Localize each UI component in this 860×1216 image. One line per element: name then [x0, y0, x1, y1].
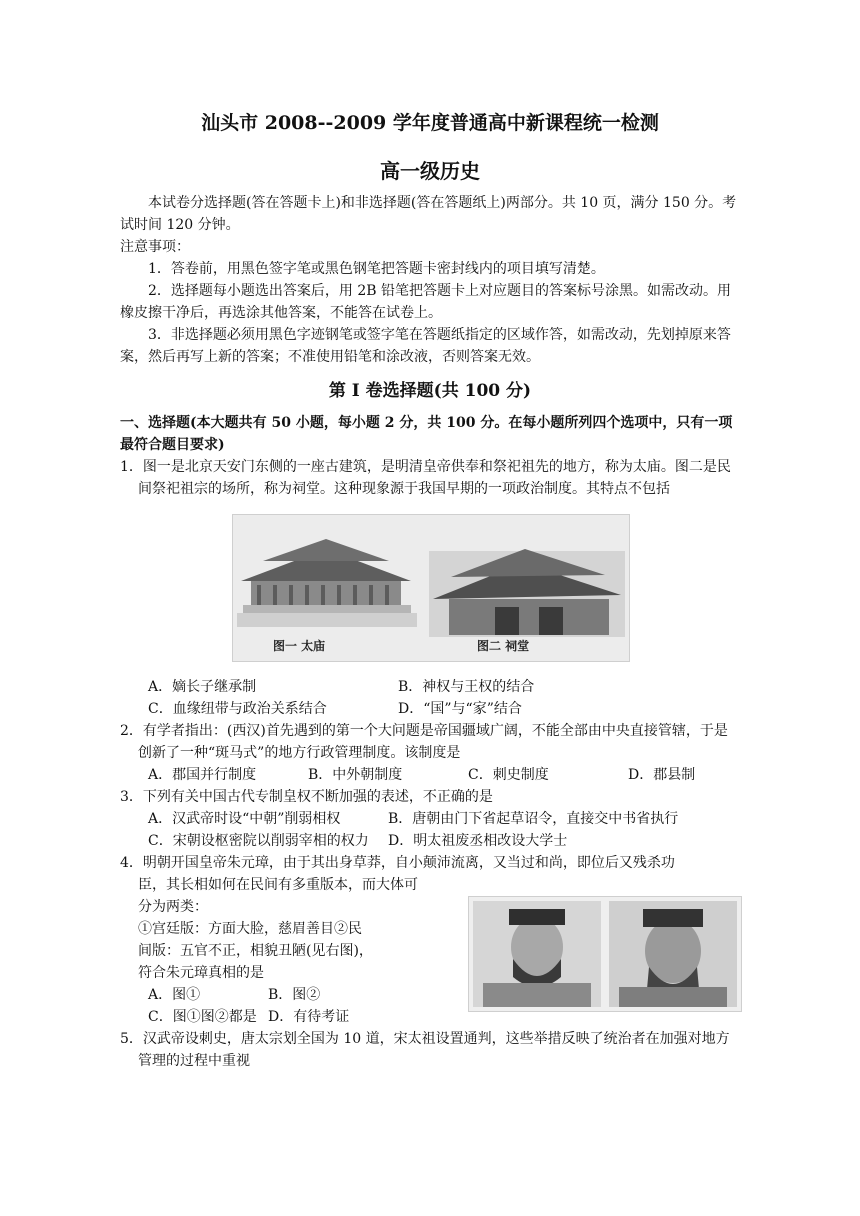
exam-page — [120, 108, 740, 1072]
option-b: B．中外朝制度 — [308, 767, 403, 783]
question-4-line-3: 分为两类： — [138, 899, 208, 915]
note-item-2: 2．选择题每小题选出答案后，用 2B 铅笔把答题卡上对应题目的答案标号涂黑。如需改动。用橡皮擦干净后，再选涂其他答案，不能答在试卷上。 — [120, 283, 732, 321]
question-5: 5．汉武帝设刺史，唐太宗划全国为 10 道，宋太祖设置通判，这些举措反映了统治者在加强对地方管理的过程中重视 — [120, 1031, 730, 1069]
question-2: 2．有学者指出：(西汉)首先遇到的第一个大问题是帝国疆域广阔，不能全部由中央直接管辖，于是创新了一种“斑马式”的地方行政管理制度。该制度是 — [120, 723, 728, 761]
option-c: C．图①图②都是 — [148, 1009, 257, 1025]
option-d: D．郡县制 — [628, 767, 696, 783]
option-d: D．“国”与“家”结合 — [398, 701, 522, 717]
question-4-line-5: 间版：五官不正，相貌丑陋(见右图)， — [138, 943, 373, 959]
option-b: B．唐朝由门下省起草诏令，直接交中书省执行 — [388, 811, 679, 827]
question-4-line-1: 4．明朝开国皇帝朱元璋，由于其出身草莽，自小颠沛流离，又当过和尚，即位后又残杀功 — [120, 855, 675, 871]
option-a: A．图① — [148, 987, 201, 1003]
question-4-line-6: 符合朱元璋真相的是 — [138, 965, 264, 981]
section-heading: 第 I 卷选择题(共 100 分) — [328, 381, 532, 401]
intro-paragraph: 本试卷分选择题(答在答题卡上)和非选择题(答在答题纸上)两部分。共 10 页，满分 150 分。考试时间 120 分钟。 — [120, 195, 737, 233]
question-1-options-row-1 — [120, 676, 740, 698]
notes-heading: 注意事项： — [120, 239, 190, 255]
option-a: A．汉武帝时设“中朝”削弱相权 — [148, 811, 341, 827]
page-title: 汕头市 2008--2009 学年度普通高中新课程统一检测 — [201, 112, 659, 134]
option-d: D．有待考证 — [268, 1009, 350, 1025]
note-item-1: 1．答卷前，用黑色签字笔或黑色钢笔把答题卡密封线内的项目填写清楚。 — [148, 261, 605, 277]
option-a: A．郡国并行制度 — [148, 767, 257, 783]
question-1-options-row-2 — [120, 698, 740, 720]
question-4-line-2: 臣，其长相如何在民间有多重版本，而大体可 — [138, 877, 418, 893]
question-3-options-row-1 — [120, 808, 740, 830]
question-1: 1．图一是北京天安门东侧的一座古建筑，是明清皇帝供奉和祭祀祖先的地方，称为太庙。图二是民间祭祀祖宗的场所，称为祠堂。这种现象源于我国早期的一项政治制度。其特点不包括 — [120, 459, 731, 497]
figure-caption-1: 图一 太庙 — [273, 639, 326, 653]
option-c: C．宋朝设枢密院以削弱宰相的权力 — [148, 833, 369, 849]
option-b: B．神权与王权的结合 — [398, 679, 535, 695]
figure-temple-photos — [232, 514, 630, 662]
note-item-3: 3．非选择题必须用黑色字迹钢笔或签字笔在答题纸指定的区域作答，如需改动，先划掉原来答案，然后再写上新的答案；不准使用铅笔和涂改液，否则答案无效。 — [120, 327, 731, 365]
page-subtitle: 高一级历史 — [380, 159, 480, 183]
figure-caption-2: 图二 祠堂 — [477, 639, 530, 653]
question-4-block — [120, 852, 740, 1028]
question-3-options-row-2 — [120, 830, 740, 852]
option-c: C．血缘纽带与政治关系结合 — [148, 701, 327, 717]
option-d: D．明太祖废丞相改设大学士 — [388, 833, 568, 849]
option-b: B．图② — [268, 987, 321, 1003]
part-heading: 一、选择题(本大题共有 50 小题，每小题 2 分，共 100 分。在每小题所列四个选项中，只有一项最符合题目要求) — [120, 415, 733, 453]
question-4-line-4: ①宫廷版：方面大脸，慈眉善目②民 — [138, 921, 362, 937]
option-c: C．刺史制度 — [468, 767, 549, 783]
option-a: A．嫡长子继承制 — [148, 679, 257, 695]
figure-portraits — [468, 896, 742, 1012]
question-2-options — [120, 764, 740, 786]
portrait-image — [469, 897, 741, 1011]
question-3: 3．下列有关中国古代专制皇权不断加强的表述，不正确的是 — [120, 789, 493, 805]
